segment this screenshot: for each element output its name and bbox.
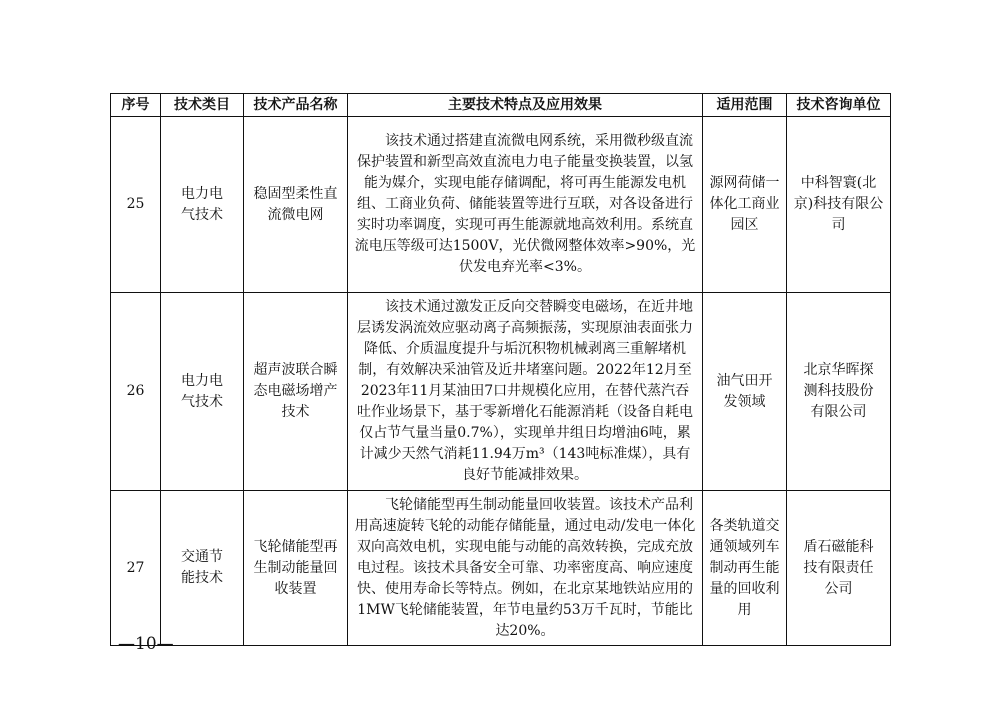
row-features: [348, 491, 703, 646]
row-features-text: 该技术通过激发正反向交替瞬变电磁场，在近井地层诱发涡流效应驱动离子高频振荡，实现原油表面张力降低、介质温度提升与垢沉积物机械剥离三重解堵机制，有效解决采油管及近井堵塞问题。2022年12月至2023年11月某油田7口井规模化应用，在替代蒸汽吞吐作业场景下，基于零新增化石能源消耗（设备自耗电仅占节气量当量0.7%），实现单井组日均增油6吨，累计减少天然气消耗11.94万m³（143吨标准煤），具有良好节能减排效果。: [357, 299, 693, 483]
row-features-text: 飞轮储能型再生制动能量回收装置。该技术产品利用高速旋转飞轮的动能存储能量，通过电动/发电一体化双向高效电机，实现电能与动能的高效转换，完成充放电过程。该技术具备安全可靠、功率密度高、响应速度快、使用寿命长等特点。例如，在北京某地铁站应用的1MW飞轮储能装置，年节电量约53万千瓦时，节能比达20%。: [354, 496, 696, 639]
row-scope: [703, 117, 787, 293]
row-category: [161, 117, 244, 293]
table-row: [111, 293, 891, 491]
row-features-text: 该技术通过搭建直流微电网系统，采用微秒级直流保护装置和新型高效直流电力电子能量变换装置，以氢能为媒介，实现电能存储调配，将可再生能源发电机组、工商业负荷、储能装置等进行互联，对各设备进行实时功率调度，实现可再生能源就地高效利用。系统直流电压等级可达1500V，光伏微网整体效率>90%，光伏发电弃光率<3%。: [354, 133, 696, 275]
row-scope-text: 各类轨道交通领域列车制动再生能量的回收利用: [709, 517, 780, 618]
row-product-text: 飞轮储能型再生制动能量回收装置: [253, 538, 338, 597]
row-product-text: 超声波联合瞬态电磁场增产技术: [253, 362, 338, 420]
row-consultant: [787, 293, 891, 491]
row-scope-text: 源网荷储一体化工商业园区: [709, 175, 780, 233]
row-product: [244, 491, 348, 646]
header-product: 技术产品名称: [244, 94, 348, 117]
row-category-text: 电力电气技术: [181, 185, 223, 223]
row-features: [348, 117, 703, 293]
row-consultant-text: 北京华晖探测科技股份有限公司: [803, 362, 874, 420]
row-consultant: [787, 117, 891, 293]
header-index: 序号: [111, 94, 161, 117]
row-index: 25: [111, 117, 161, 293]
row-consultant-text: 盾石磁能科技有限责任公司: [803, 538, 874, 597]
row-scope-text: 油气田开发领域: [716, 372, 773, 410]
row-product: [244, 117, 348, 293]
row-category-text: 电力电气技术: [181, 372, 223, 410]
row-category: [161, 491, 244, 646]
header-scope: 适用范围: [703, 94, 787, 117]
row-features: [348, 293, 703, 491]
row-product: [244, 293, 348, 491]
row-category: [161, 293, 244, 491]
row-category-text: 交通节能技术: [181, 549, 223, 586]
row-product-text: 稳固型柔性直流微电网: [253, 185, 338, 223]
row-index: 27: [111, 491, 161, 646]
header-category: 技术类目: [161, 94, 244, 117]
technology-table: [110, 93, 891, 646]
table-row: [111, 117, 891, 293]
row-consultant-text: 中科智寰(北京)科技有限公司: [793, 175, 884, 233]
page-number: —10—: [118, 634, 174, 654]
row-consultant: [787, 491, 891, 646]
table-header: [111, 94, 891, 117]
row-scope: [703, 293, 787, 491]
row-scope: [703, 491, 787, 646]
table-row: [111, 491, 891, 646]
header-features: 主要技术特点及应用效果: [348, 94, 703, 117]
header-consultant: 技术咨询单位: [787, 94, 891, 117]
header-row: [111, 94, 891, 117]
row-index: 26: [111, 293, 161, 491]
